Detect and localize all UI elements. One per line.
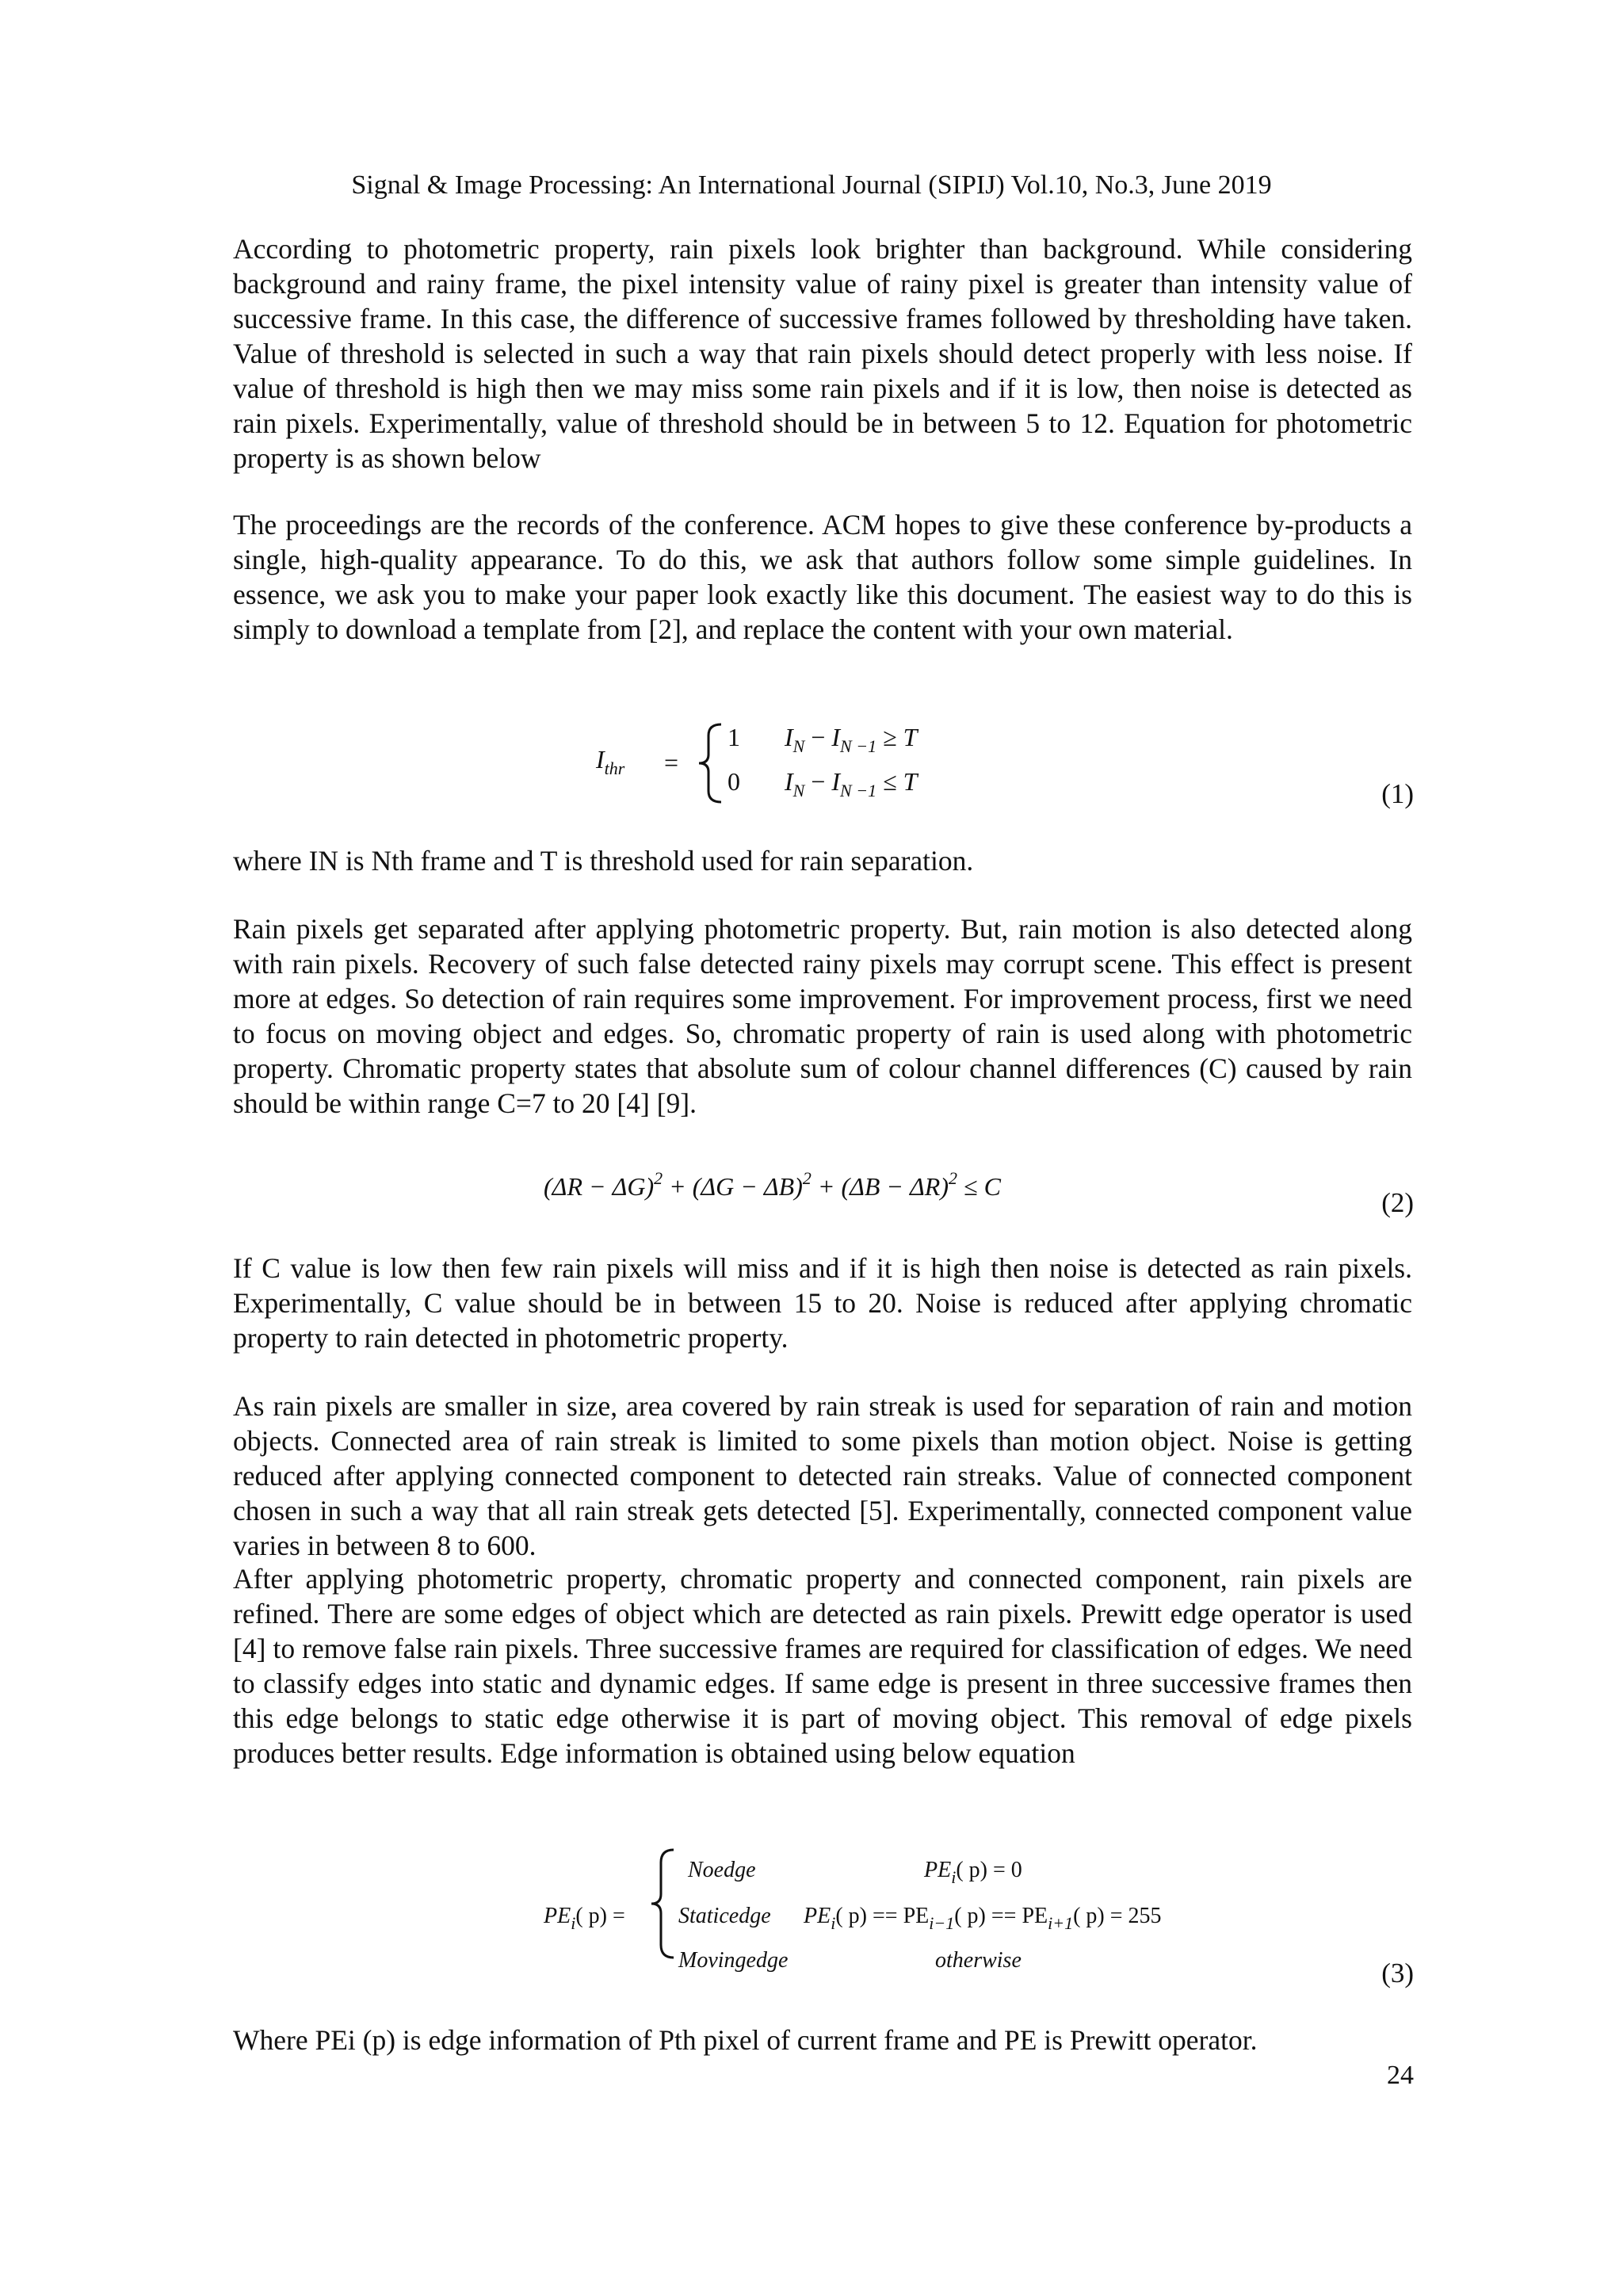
paragraph-rain-pixels: Rain pixels get separated after applying photometric property. But, rain motion is also detected along with rain pixels. Recovery of such false detected rainy pixels may corrupt scene. This effect is present more at edges. So detection of rain requires some improvement. For improvement process, first we need to focus on moving object and edges. So, chromatic property of rain is used along with photometric property. Chromatic property states that absolute sum of colour channel differences (C) caused by rain should be within range C=7 to 20 [4] [9].: [233, 913, 1412, 1119]
paragraph-c-value: If C value is low then few rain pixels will miss and if it is high then noise is detected as rain pixels. Experimentally, C value should be in between 15 to 20. Noise is reduced after applying chromatic property to rain detected in photometric property.: [233, 1252, 1412, 1354]
eq3-brace-icon: [650, 1848, 678, 1959]
paragraph-rain-streak: As rain pixels are smaller in size, area covered by rain streak is used for separation of rain and motion objects. Connected area of rain streak is limited to some pixels than motion object. Noise is getting reduced after applying connected component to detected rain streaks. Value of connected component chosen in such a way that all rain streak gets detected [5]. Experimentally, connected component value varies in between 8 to 600.: [233, 1390, 1412, 1561]
paragraph-proceedings: The proceedings are the records of the conference. ACM hopes to give these conference by-products a single, high-quality appearance. To do this, we ask that authors follow some simple guidelines. In essence, we ask you to make your paper look exactly like this document. The easiest way to do this is simply to download a template from [2], and replace the content with your own material.: [233, 509, 1412, 645]
eq1-case1-cond: $I_N - I_{N -1} \ge T$: [785, 723, 918, 756]
equation-1-number: (1): [1381, 778, 1414, 809]
eq2-term4: ≤ C: [957, 1172, 1001, 1201]
eq1-case2-value: 0: [727, 767, 740, 796]
eq1-lhs: $I_{thr}$: [596, 745, 625, 778]
paragraph-where-pei: Where PEi (p) is edge information of Pth pixel of current frame and PE is Prewitt operator.: [233, 2024, 1258, 2056]
paragraph-where-in: where IN is Nth frame and T is threshold used for rain separation.: [233, 845, 974, 877]
page-number: 24: [1387, 2061, 1414, 2090]
equation-2: $(\Delta R - \Delta G)^2 + (\Delta G - \Delta B)^2 + (\Delta B - \Delta R)^2 \le C$: [544, 1168, 1001, 1201]
eq2-term3: + (ΔB − ΔR): [811, 1172, 949, 1201]
equation-3-number: (3): [1381, 1958, 1414, 1988]
eq2-term1: (ΔR − ΔG): [544, 1172, 655, 1201]
eq2-term2: + (ΔG − ΔB): [663, 1172, 803, 1201]
eq1-equals: =: [664, 748, 679, 777]
eq3-case3-cond: otherwise: [935, 1948, 1022, 1973]
running-header: Signal & Image Processing: An International Journal (SIPIJ) Vol.10, No.3, June 2019: [351, 170, 1272, 200]
eq1-case2-cond: $I_N - I_{N -1} \le T$: [785, 767, 918, 800]
eq3-case1-cond: $PE_i$( p) = 0: [924, 1858, 1022, 1887]
eq1-case1-value: 1: [727, 723, 740, 751]
eq3-case1-label: Noedge: [688, 1858, 756, 1882]
eq1-brace-icon: [697, 723, 726, 804]
eq3-case2-cond: $PE_i$( $p) == PE_{i-1}$( $p) == PE_{i+1}$( p) = 255: [804, 1904, 1162, 1933]
paragraph-photometric: According to photometric property, rain pixels look brighter than background. While considering background and rainy frame, the pixel intensity value of rainy pixel is greater than intensity value of successive frame. In this case, the difference of successive frames followed by thresholding have taken. Value of threshold is selected in such a way that rain pixels should detect properly with less noise. If value of threshold is high then we may miss some rain pixels and if it is low, then noise is detected as rain pixels. Experimentally, value of threshold should be in between 5 to 12. Equation for photometric property is as shown below: [233, 233, 1412, 474]
eq3-lhs: $PE_i$( p) =: [544, 1904, 625, 1933]
eq3-case2-label: Staticedge: [678, 1904, 771, 1928]
equation-2-number: (2): [1381, 1187, 1414, 1218]
eq3-case3-label: Movingedge: [678, 1948, 789, 1973]
paragraph-edges: After applying photometric property, chromatic property and connected component, rain pixels are refined. There are some edges of object which are detected as rain pixels. Prewitt edge operator is used [4] to remove false rain pixels. Three successive frames are required for classification of edges. We need to classify edges into static and dynamic edges. If same edge is present in three successive frames then this edge belongs to static edge otherwise it is part of moving object. This removal of edge pixels produces better results. Edge information is obtained using below equation: [233, 1563, 1412, 1769]
